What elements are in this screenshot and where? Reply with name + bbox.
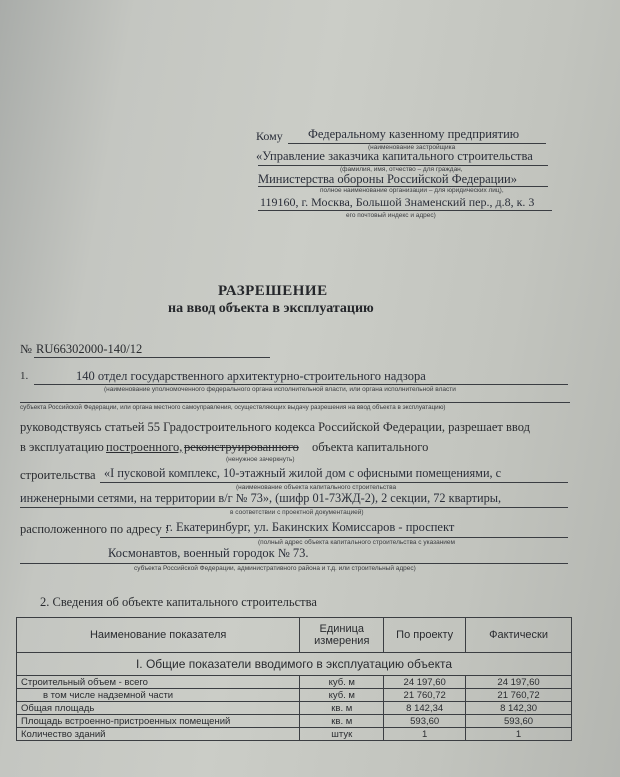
object-name-line-2: [20, 507, 568, 508]
table-header-actual: Фактически: [466, 618, 572, 653]
object-address-2: Космонавтов, военный городок № 73.: [108, 546, 309, 560]
row-project: 24 197,60: [384, 676, 466, 689]
table-header-name: Наименование показателя: [17, 618, 300, 653]
table-row: [17, 702, 572, 715]
object-text: объекта капитального: [312, 440, 429, 454]
row-unit: куб. м: [300, 689, 384, 702]
built-option: построенного,: [106, 440, 183, 454]
komu-label: Кому: [256, 129, 283, 143]
authority-line-2: [20, 402, 570, 403]
row-unit: кв. м: [300, 715, 384, 728]
table-row: [17, 676, 572, 689]
table-header-project: По проекту: [384, 618, 466, 653]
object-caption-1: (наименование объекта капитального строительства: [236, 484, 397, 491]
row-actual: 8 142,30: [466, 702, 572, 715]
authority-name: 140 отдел государственного архитектурно-строительного надзора: [76, 369, 426, 383]
object-info-table: [16, 617, 572, 741]
row-actual: 24 197,60: [466, 676, 572, 689]
row-project: 1: [384, 728, 466, 741]
addressee-caption-4: его почтовый индекс и адрес): [346, 212, 436, 219]
located-text: расположенного по адресу :: [20, 522, 169, 536]
into-operation-text: в эксплуатацию: [20, 440, 104, 454]
addressee-caption-1: (наименование застройщика: [368, 144, 456, 151]
row-name: Количество зданий: [17, 728, 300, 741]
row-project: 21 760,72: [384, 689, 466, 702]
object-address-1: г. Екатеринбург, ул. Бакинских Комиссаров - проспект: [166, 520, 455, 534]
row-name: Общая площадь: [17, 702, 300, 715]
document-subtitle: на ввод объекта в эксплуатацию: [168, 301, 374, 316]
table-row: [17, 715, 572, 728]
document-title: РАЗРЕШЕНИЕ: [218, 283, 328, 299]
addressee-line-4: [258, 210, 552, 211]
object-caption-2: в соответствии с проектной документацией): [230, 509, 364, 516]
section-1-number: 1.: [20, 370, 29, 382]
permit-number-line: [34, 357, 270, 358]
addressee-name-2: «Управление заказчика капитального строительства: [256, 149, 533, 163]
row-actual: 1: [466, 728, 572, 741]
permit-number-prefix: №: [20, 342, 32, 356]
address-line-1: [160, 537, 568, 538]
guided-by-text: руководствуясь статьей 55 Градостроительного кодекса Российской Федерации, разрешает ввод: [20, 420, 530, 434]
table-header-unit: Единица измерения: [300, 618, 384, 653]
row-unit: штук: [300, 728, 384, 741]
table-row: [17, 689, 572, 702]
row-unit: куб. м: [300, 676, 384, 689]
strike-caption: (ненужное зачеркнуть): [226, 456, 295, 463]
table-header-row: [17, 618, 572, 653]
address-caption-2: субъекта Российской Федерации, административного района и т.д. или строительный адрес): [134, 565, 416, 572]
row-project: 593,60: [384, 715, 466, 728]
row-name: Площадь встроенно-пристроенных помещений: [17, 715, 300, 728]
row-actual: 593,60: [466, 715, 572, 728]
row-unit: кв. м: [300, 702, 384, 715]
row-actual: 21 760,72: [466, 689, 572, 702]
authority-caption-1: (наименование уполномоченного федерального органа исполнительной власти, или органа исполнительной власти: [104, 386, 456, 393]
object-name-2: инженерными сетями, на территории в/г № 73», (шифр 01-73ЖД-2), 2 секции, 72 квартиры,: [20, 491, 502, 505]
addressee-name-3: Министерства обороны Российской Федерации»: [258, 172, 517, 186]
table-row: [17, 728, 572, 741]
authority-caption-2: субъекта Российской Федерации, или органа местного самоуправления, осуществляющих выдачу разрешения на ввод объекта в эксплуатацию): [20, 404, 446, 411]
address-line-2: [20, 563, 568, 564]
section-2-heading: 2. Сведения об объекте капитального строительства: [40, 595, 317, 609]
table-section-row: [17, 653, 572, 676]
object-name-line-1: [100, 482, 568, 483]
table-section-title: I. Общие показатели вводимого в эксплуатацию объекта: [17, 653, 572, 676]
addressee-name-1: Федеральному казенному предприятию: [308, 127, 520, 141]
reconstructed-option: реконструированного: [184, 440, 299, 454]
addressee-caption-3: полное наименование организации – для юридических лиц),: [320, 187, 504, 194]
row-project: 8 142,34: [384, 702, 466, 715]
addressee-address: 119160, г. Москва, Большой Знаменский пер., д.8, к. 3: [260, 195, 535, 209]
permit-number: RU66302000-140/12: [36, 342, 143, 356]
row-name: в том числе надземной части: [17, 689, 300, 702]
construction-text: строительства: [20, 468, 96, 482]
authority-line: [34, 384, 568, 385]
object-name-1: «I пусковой комплекс, 10-этажный жилой дом с офисными помещениями, с: [104, 466, 502, 480]
row-name: Строительный объем - всего: [17, 676, 300, 689]
addressee-caption-2: (фамилия, имя, отчество – для граждан,: [340, 166, 463, 173]
address-caption-1: (полный адрес объекта капитального строительства с указанием: [258, 539, 456, 546]
